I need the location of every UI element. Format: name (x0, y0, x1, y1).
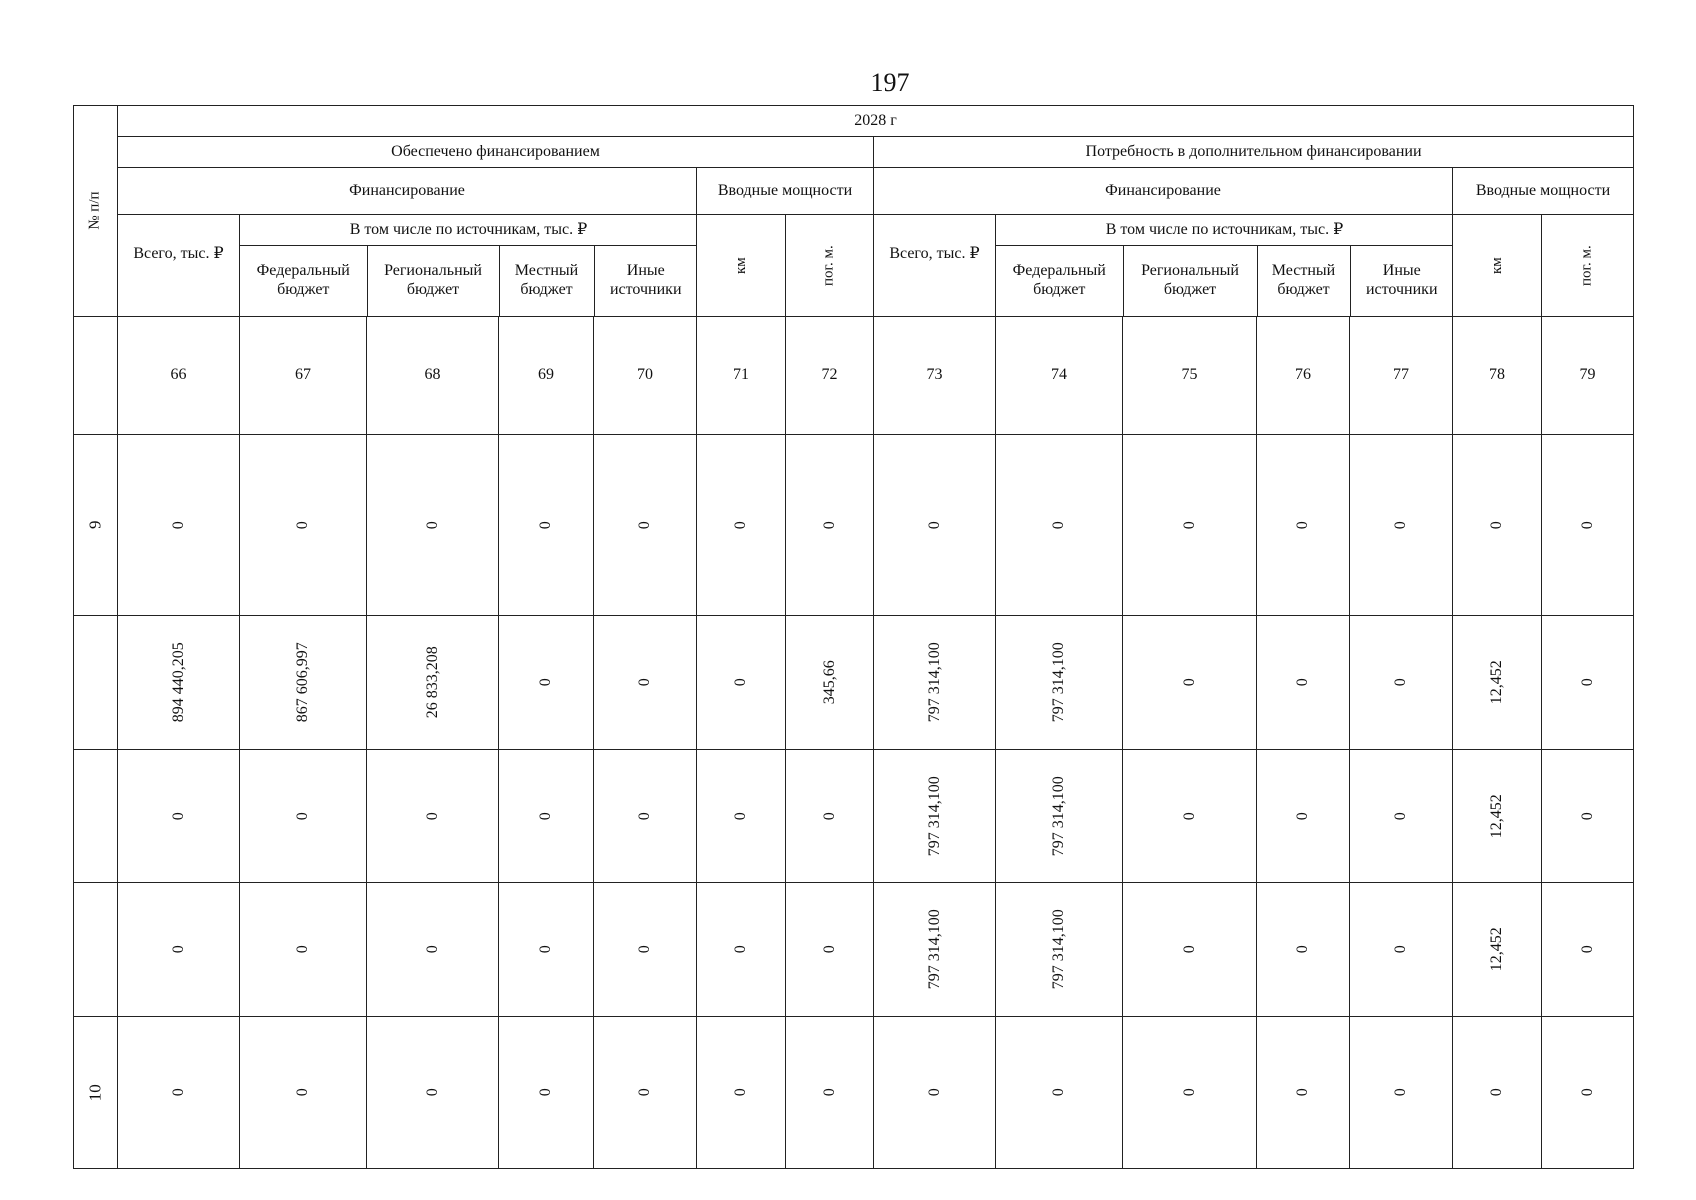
table-cell: 797 314,100 (874, 616, 996, 750)
capacity-header: Вводные мощности (697, 168, 874, 215)
table-cell: 26 833,208 (367, 616, 499, 750)
table-cell: 0 (367, 435, 499, 616)
column-number-cell: 74 (996, 317, 1123, 435)
table-cell: 0 (1542, 750, 1634, 883)
table-cell: 0 (594, 435, 697, 616)
column-number-cell: 66 (118, 317, 240, 435)
table-cell: 0 (499, 435, 594, 616)
table-cell: 0 (1257, 1017, 1350, 1169)
row-number-cell: 9 (74, 435, 118, 616)
row-number-cell (74, 750, 118, 883)
column-number-row (74, 317, 1634, 435)
table-cell: 0 (1257, 435, 1350, 616)
table-cell: 0 (594, 1017, 697, 1169)
table-cell: 0 (874, 1017, 996, 1169)
table-cell: 0 (367, 1017, 499, 1169)
table-cell: 0 (1123, 883, 1257, 1017)
table-cell: 0 (1542, 883, 1634, 1017)
table-cell: 0 (499, 750, 594, 883)
capacity-header: Вводные мощности (1453, 168, 1634, 215)
additional-financing-header: Потребность в дополнительном финансировании (874, 137, 1634, 168)
column-number-cell: 73 (874, 317, 996, 435)
financing-header: Финансирование (874, 168, 1453, 215)
sources-header-block (996, 215, 1453, 317)
table-cell: 0 (240, 750, 367, 883)
financing-header: Финансирование (118, 168, 697, 215)
column-number-cell: 78 (1453, 317, 1542, 435)
table-row (74, 435, 1634, 616)
row-number-header: № п/п (74, 106, 118, 317)
column-number-cell: 71 (697, 317, 786, 435)
table-cell: 0 (1123, 1017, 1257, 1169)
table-cell: 0 (874, 435, 996, 616)
table-cell: 0 (786, 1017, 874, 1169)
regional-header: Региональный бюджет (1123, 245, 1257, 316)
table-cell: 0 (1542, 616, 1634, 750)
table-cell: 0 (594, 883, 697, 1017)
table-cell: 0 (367, 883, 499, 1017)
local-header: Местный бюджет (499, 245, 594, 316)
table-row (74, 750, 1634, 883)
table-cell: 867 606,997 (240, 616, 367, 750)
financing-table (73, 105, 1634, 1169)
row-number-cell (74, 616, 118, 750)
table-cell: 0 (594, 616, 697, 750)
table-row (74, 616, 1634, 750)
table-cell: 0 (118, 750, 240, 883)
secured-financing-header: Обеспечено финансированием (118, 137, 874, 168)
sources-header-block (240, 215, 697, 317)
by-sources-header: В том числе по источникам, тыс. ₽ (996, 215, 1453, 245)
table-cell: 0 (240, 435, 367, 616)
table-cell: 0 (118, 435, 240, 616)
local-header: Местный бюджет (1257, 245, 1350, 316)
table-cell: 0 (240, 1017, 367, 1169)
table-cell: 0 (786, 750, 874, 883)
table-cell: 0 (697, 750, 786, 883)
regional-header: Региональный бюджет (367, 245, 499, 316)
table-cell: 0 (697, 1017, 786, 1169)
table-cell: 0 (1257, 616, 1350, 750)
row-number-cell (74, 883, 118, 1017)
table-cell: 0 (996, 435, 1123, 616)
column-number-cell: 67 (240, 317, 367, 435)
table-cell: 0 (1123, 435, 1257, 616)
table-cell: 0 (996, 1017, 1123, 1169)
table-cell: 0 (1123, 750, 1257, 883)
table-cell: 0 (367, 750, 499, 883)
table-cell: 0 (1542, 1017, 1634, 1169)
table-row (74, 1017, 1634, 1169)
federal-header: Федеральный бюджет (240, 245, 367, 316)
table-cell: 12,452 (1453, 750, 1542, 883)
year-header: 2028 г (118, 106, 1634, 137)
column-number-cell: 70 (594, 317, 697, 435)
table-cell: 0 (499, 616, 594, 750)
federal-header: Федеральный бюджет (996, 245, 1123, 316)
table-cell: 0 (240, 883, 367, 1017)
table-cell: 0 (1350, 883, 1453, 1017)
column-number-cell: 72 (786, 317, 874, 435)
column-number-cell (74, 317, 118, 435)
table-cell: 0 (594, 750, 697, 883)
table-cell: 0 (1350, 435, 1453, 616)
table-cell: 0 (118, 883, 240, 1017)
km-header: км (697, 215, 786, 317)
table-cell: 0 (786, 435, 874, 616)
row-number-cell: 10 (74, 1017, 118, 1169)
column-number-cell: 76 (1257, 317, 1350, 435)
km-header: км (1453, 215, 1542, 317)
table-cell: 345,66 (786, 616, 874, 750)
table-cell: 797 314,100 (996, 616, 1123, 750)
column-number-cell: 75 (1123, 317, 1257, 435)
column-number-cell: 68 (367, 317, 499, 435)
table-cell: 797 314,100 (874, 750, 996, 883)
table-cell: 12,452 (1453, 616, 1542, 750)
table-cell: 12,452 (1453, 883, 1542, 1017)
table-cell: 0 (1453, 1017, 1542, 1169)
page-number: 197 (870, 68, 910, 97)
table-cell: 0 (499, 883, 594, 1017)
table-cell: 0 (1123, 616, 1257, 750)
pog-m-header: пог. м. (1542, 215, 1634, 317)
table-cell: 0 (1257, 750, 1350, 883)
table-cell: 0 (1350, 750, 1453, 883)
table-cell: 0 (499, 1017, 594, 1169)
column-number-cell: 77 (1350, 317, 1453, 435)
table-cell: 0 (1542, 435, 1634, 616)
table-cell: 0 (697, 883, 786, 1017)
total-header: Всего, тыс. ₽ (118, 215, 240, 317)
table-cell: 0 (1350, 616, 1453, 750)
column-number-cell: 69 (499, 317, 594, 435)
total-header: Всего, тыс. ₽ (874, 215, 996, 317)
table-cell: 797 314,100 (996, 883, 1123, 1017)
by-sources-header: В том числе по источникам, тыс. ₽ (240, 215, 697, 245)
table-cell: 797 314,100 (996, 750, 1123, 883)
table-cell: 0 (697, 616, 786, 750)
table-row (74, 883, 1634, 1017)
table-cell: 0 (786, 883, 874, 1017)
pog-m-header: пог. м. (786, 215, 874, 317)
column-number-cell: 79 (1542, 317, 1634, 435)
table-cell: 0 (1453, 435, 1542, 616)
other-header: Иные источники (609, 262, 682, 298)
table-cell: 894 440,205 (118, 616, 240, 750)
table-cell: 0 (1257, 883, 1350, 1017)
table-cell: 0 (1350, 1017, 1453, 1169)
table-cell: 797 314,100 (874, 883, 996, 1017)
table-cell: 0 (118, 1017, 240, 1169)
other-header: Иные источники (1365, 262, 1438, 298)
table-cell: 0 (697, 435, 786, 616)
